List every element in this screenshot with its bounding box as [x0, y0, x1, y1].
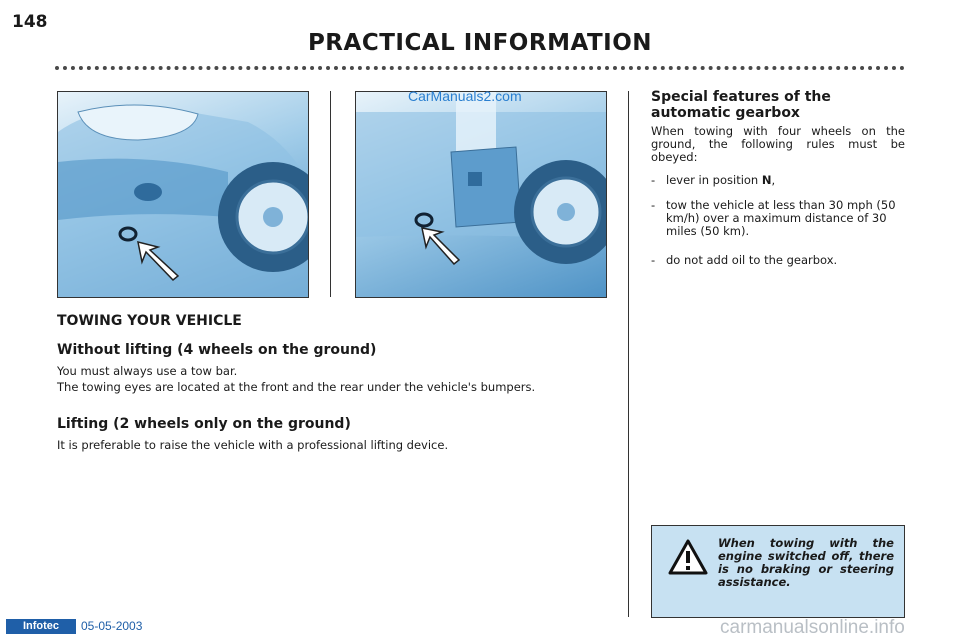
front-towing-eye-illustration: [57, 91, 309, 298]
towing-heading: TOWING YOUR VEHICLE: [57, 313, 242, 329]
footer-site-watermark: carmanualsonline.info: [720, 617, 905, 638]
rear-car-drawing: [356, 92, 606, 297]
rear-towing-eye-illustration: [355, 91, 607, 298]
column-divider: [330, 91, 331, 297]
warning-triangle-icon: [668, 539, 708, 575]
column-divider: [628, 91, 629, 617]
front-car-drawing: [58, 92, 308, 297]
without-lifting-heading: Without lifting (4 wheels on the ground): [57, 342, 377, 358]
list-dash: -: [651, 173, 656, 187]
gearbox-rule: [651, 174, 905, 187]
gearbox-intro: When towing with four wheels on the ground, the following rules must be obeyed:: [651, 124, 905, 164]
gearbox-rule-text-after: ,: [771, 173, 776, 187]
gearbox-rule-text: [651, 174, 905, 187]
gearbox-rule-text-before: lever in position: [666, 173, 762, 187]
gearbox-rule-text: do not add oil to the gearbox.: [666, 253, 838, 267]
infotec-logo: Infotec: [6, 619, 76, 634]
list-dash: -: [651, 253, 656, 267]
gearbox-position-letter: N: [761, 173, 772, 187]
watermark: CarManuals2.com: [408, 88, 522, 104]
page-number: 148: [12, 12, 48, 32]
footer-date: 05-05-2003: [81, 619, 143, 633]
lifting-text: It is preferable to raise the vehicle with a professional lifting device.: [57, 438, 449, 452]
section-title: PRACTICAL INFORMATION: [307, 30, 653, 56]
without-lifting-text: You must always use a tow bar.: [57, 364, 238, 378]
gearbox-rule: [651, 254, 905, 267]
list-dash: -: [651, 198, 656, 212]
without-lifting-text: The towing eyes are located at the front and the rear under the vehicle's bumpers.: [57, 380, 536, 394]
gearbox-heading: Special features of the automatic gearbox: [651, 89, 831, 121]
gearbox-rule-text: tow the vehicle at less than 30 mph (50 km/h) over a maximum distance of 30 miles (50 km).: [666, 198, 896, 238]
dotted-divider: [55, 66, 905, 70]
warning-box: [651, 525, 905, 618]
warning-text: When towing with the engine switched off, there is no braking or steering assistance.: [718, 536, 894, 589]
gearbox-rule: [651, 199, 905, 238]
lifting-heading: Lifting (2 wheels only on the ground): [57, 416, 351, 432]
